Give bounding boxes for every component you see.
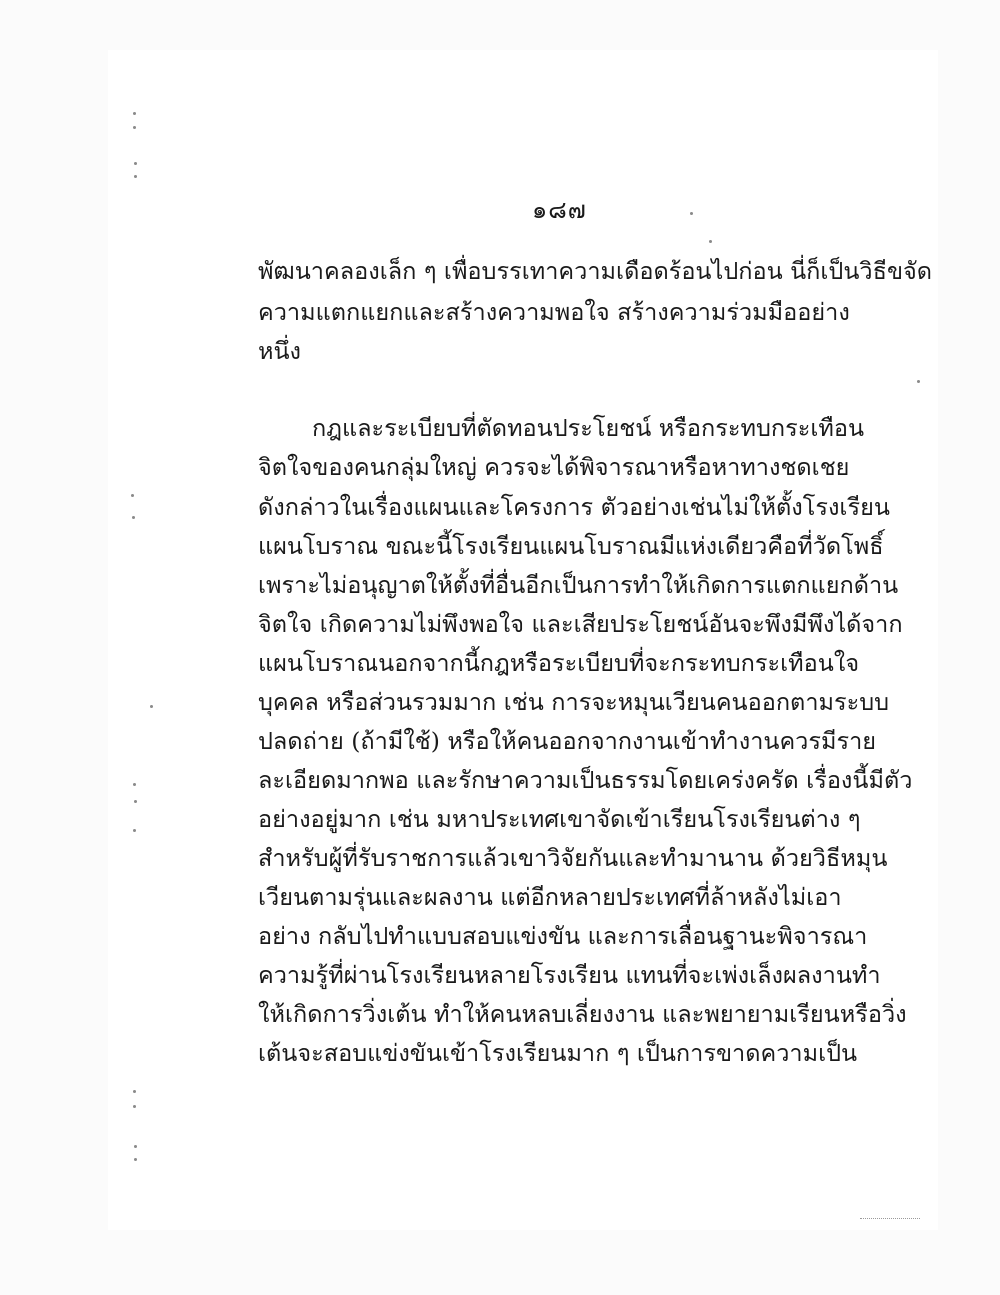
paragraph2-line-1: กฎและระเบียบที่ตัดทอนประโยชน์ หรือกระทบกระเทือน bbox=[312, 414, 865, 442]
paragraph2-line-7: แผนโบราณนอกจากนี้กฎหรือระเบียบที่จะกระทบกระเทือนใจ bbox=[258, 649, 860, 677]
page-number: ๑๘๗ bbox=[532, 196, 587, 224]
paragraph2-line-5: เพราะไม่อนุญาตให้ตั้งที่อื่นอีกเป็นการทำให้เกิดการแตกแยกด้าน bbox=[258, 571, 899, 599]
paragraph2-line-11: อย่างอยู่มาก เช่น มหาประเทศเขาจัดเข้าเรียนโรงเรียนต่าง ๆ bbox=[258, 805, 861, 833]
scan-speck bbox=[133, 112, 136, 115]
scan-speck bbox=[133, 829, 136, 832]
scan-speck bbox=[134, 800, 137, 803]
paragraph2-line-8: บุคคล หรือส่วนรวมมาก เช่น การจะหมุนเวียนคนออกตามระบบ bbox=[258, 688, 890, 716]
paragraph1-line-3: หนึ่ง bbox=[258, 337, 302, 365]
paragraph2-line-12: สำหรับผู้ที่รับราชการแล้วเขาวิจัยกันและทำมานาน ด้วยวิธีหมุน bbox=[258, 844, 888, 872]
scan-speck bbox=[150, 705, 153, 708]
paragraph2-line-10: ละเอียดมากพอ และรักษาความเป็นธรรมโดยเคร่งครัด เรื่องนี้มีตัว bbox=[258, 766, 913, 794]
paragraph2-line-9: ปลดถ่าย (ถ้ามีใช้) หรือให้คนออกจากงานเข้าทำงานควรมีราย bbox=[258, 727, 877, 755]
paragraph2-line-4: แผนโบราณ ขณะนี้โรงเรียนแผนโบราณมีแห่งเดียวคือที่วัดโพธิ์ bbox=[258, 532, 884, 560]
paragraph2-line-13: เวียนตามรุ่นและผลงาน แต่อีกหลายประเทศที่ล้าหลังไม่เอา bbox=[258, 883, 842, 911]
scan-speck bbox=[134, 162, 137, 165]
scan-speck bbox=[134, 1158, 137, 1161]
paragraph2-line-15: ความรู้ที่ผ่านโรงเรียนหลายโรงเรียน แทนที่จะเพ่งเล็งผลงานทำ bbox=[258, 961, 881, 989]
paragraph1-line-2: ความแตกแยกและสร้างความพอใจ สร้างความร่วมมืออย่าง bbox=[258, 298, 850, 326]
scan-speck bbox=[133, 1105, 136, 1108]
paragraph2-line-2: จิตใจของคนกลุ่มใหญ่ ควรจะได้พิจารณาหรือหาทางชดเชย bbox=[258, 453, 850, 481]
scan-speck bbox=[133, 783, 136, 786]
scan-speck bbox=[132, 516, 135, 519]
scan-speck bbox=[134, 175, 137, 178]
paragraph2-line-6: จิตใจ เกิดความไม่พึงพอใจ และเสียประโยชน์อันจะพึงมีพึงได้จาก bbox=[258, 610, 903, 638]
paragraph2-line-14: อย่าง กลับไปทำแบบสอบแข่งขัน และการเลื่อนฐานะพิจารณา bbox=[258, 922, 868, 950]
scan-speck bbox=[917, 380, 920, 383]
scan-speck bbox=[131, 494, 134, 497]
scan-speck bbox=[709, 240, 712, 243]
scan-speck bbox=[134, 1145, 137, 1148]
paragraph1-line-1: พัฒนาคลองเล็ก ๆ เพื่อบรรเทาความเดือดร้อนไปก่อน นี่ก็เป็นวิธีขจัด bbox=[258, 257, 933, 285]
paragraph2-line-3: ดังกล่าวในเรื่องแผนและโครงการ ตัวอย่างเช่นไม่ให้ตั้งโรงเรียน bbox=[258, 493, 890, 521]
scan-speck bbox=[133, 126, 136, 129]
scan-speck bbox=[133, 1090, 136, 1093]
scan-smudge bbox=[860, 1218, 920, 1223]
scan-speck bbox=[690, 212, 693, 215]
paragraph2-line-16: ให้เกิดการวิ่งเต้น ทำให้คนหลบเลี่ยงงาน และพยายามเรียนหรือวิ่ง bbox=[258, 1000, 907, 1028]
paragraph2-line-17: เต้นจะสอบแข่งขันเข้าโรงเรียนมาก ๆ เป็นการขาดความเป็น bbox=[258, 1039, 858, 1067]
